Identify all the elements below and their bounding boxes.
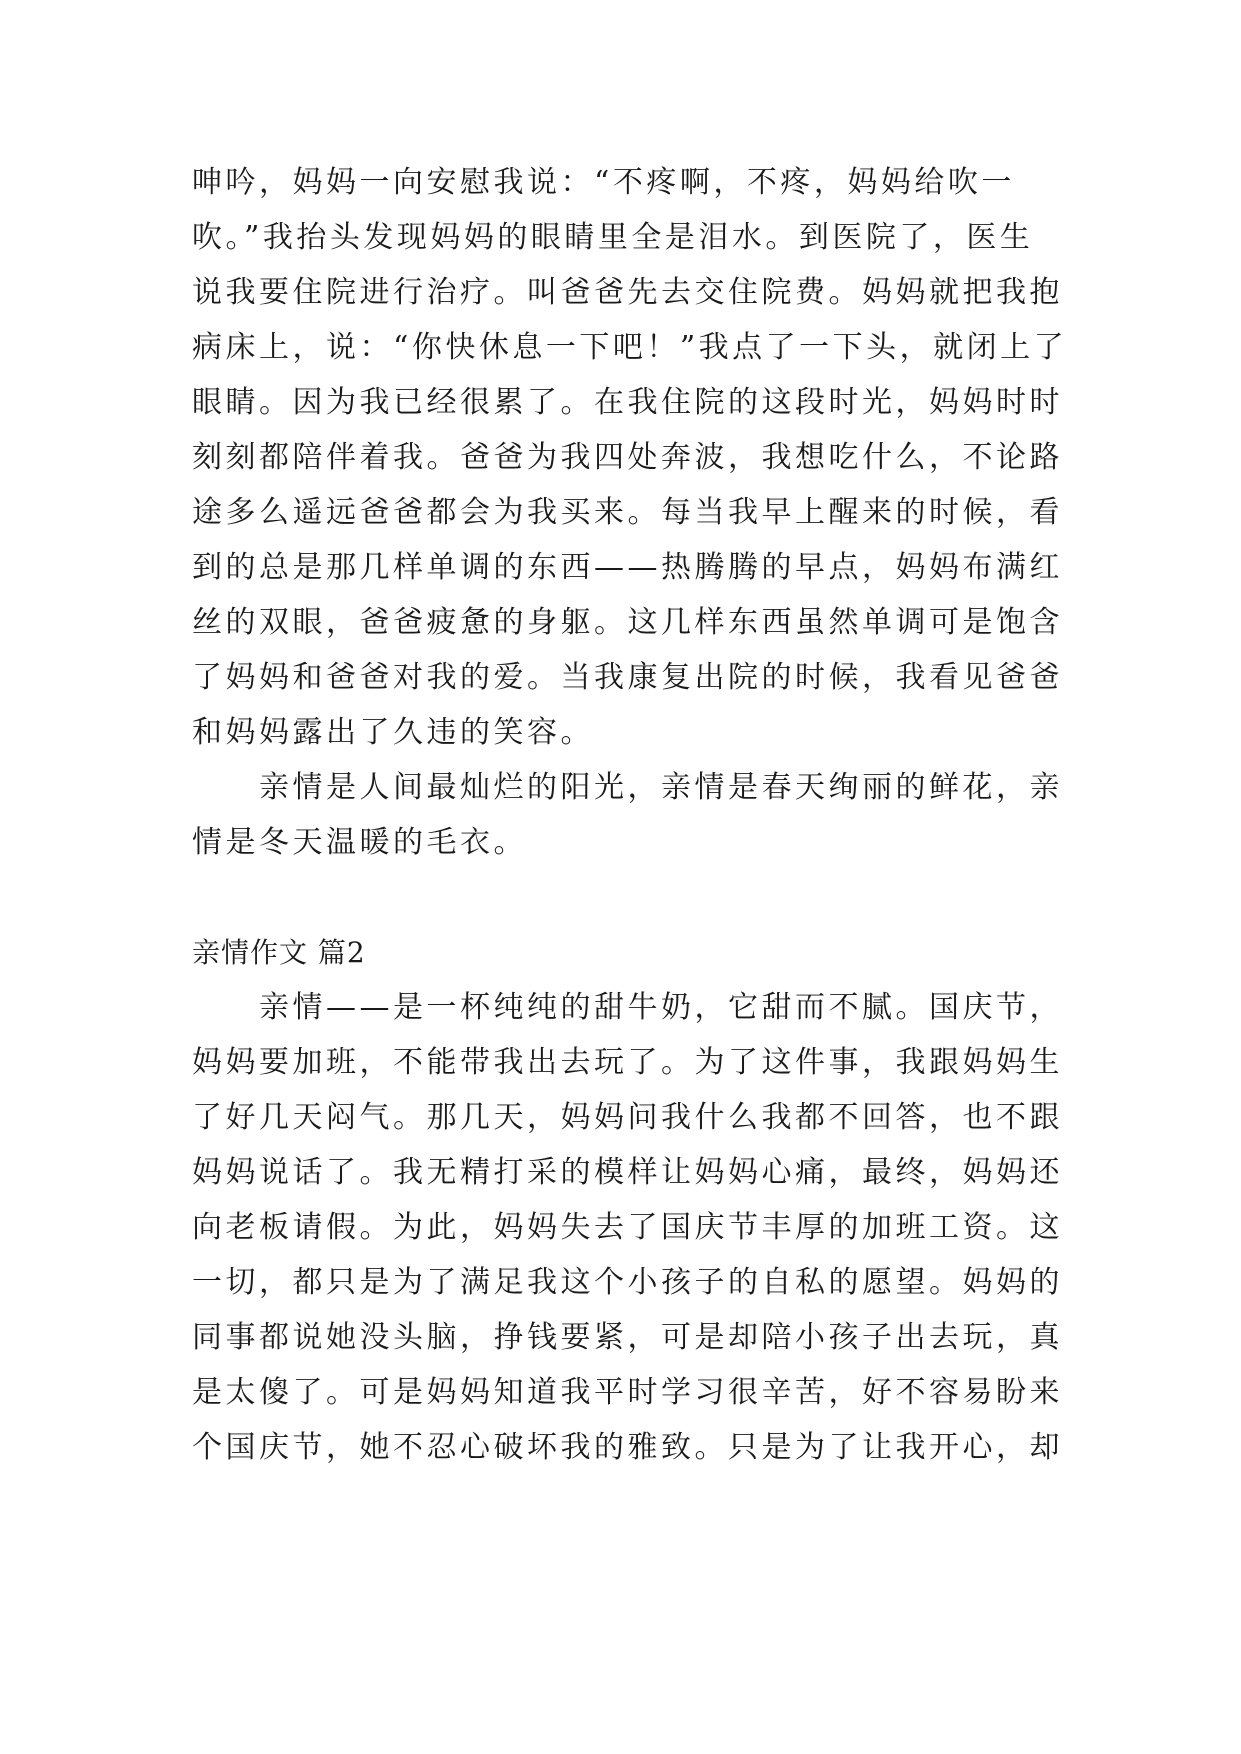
paragraph-line: 妈妈要加班，不能带我出去玩了。为了这件事，我跟妈妈生 bbox=[192, 1045, 1063, 1080]
paragraph-line: 一切，都只是为了满足我这个小孩子的自私的愿望。妈妈的 bbox=[192, 1265, 1063, 1300]
paragraph-line: 丝的双眼，爸爸疲惫的身躯。这几样东西虽然单调可是饱含 bbox=[192, 605, 1063, 640]
paragraph-line: 情是冬天温暖的毛衣。 bbox=[192, 825, 527, 860]
paragraph-line: 和妈妈露出了久违的笑容。 bbox=[192, 715, 594, 750]
paragraph-line: 妈妈说话了。我无精打采的模样让妈妈心痛，最终，妈妈还 bbox=[192, 1155, 1063, 1190]
paragraph-line: 途多么遥远爸爸都会为我买来。每当我早上醒来的时候，看 bbox=[192, 495, 1063, 530]
paragraph-line: 了妈妈和爸爸对我的爱。当我康复出院的时候，我看见爸爸 bbox=[192, 660, 1063, 695]
paragraph-line: 刻刻都陪伴着我。爸爸为我四处奔波，我想吃什么，不论路 bbox=[192, 440, 1063, 475]
paragraph-line: 同事都说她没头脑，挣钱要紧，可是却陪小孩子出去玩，真 bbox=[192, 1320, 1063, 1355]
section-heading: 亲情作文 篇2 bbox=[192, 936, 366, 969]
paragraph-line: 个国庆节，她不忍心破坏我的雅致。只是为了让我开心，却 bbox=[192, 1430, 1063, 1465]
paragraph-line: 呻吟，妈妈一向安慰我说：“不疼啊，不疼，妈妈给吹一 bbox=[192, 165, 1015, 200]
paragraph-line: 病床上，说：“你快休息一下吧！”我点了一下头，就闭上了 bbox=[192, 330, 1068, 365]
paragraph-line: 亲情——是一杯纯纯的甜牛奶，它甜而不腻。国庆节， bbox=[192, 990, 1063, 1025]
paragraph-line: 了好几天闷气。那几天，妈妈问我什么我都不回答，也不跟 bbox=[192, 1100, 1063, 1135]
paragraph-line: 是太傻了。可是妈妈知道我平时学习很辛苦，好不容易盼来 bbox=[192, 1375, 1063, 1410]
paragraph-line: 眼睛。因为我已经很累了。在我住院的这段时光，妈妈时时 bbox=[192, 385, 1063, 420]
paragraph-line: 说我要住院进行治疗。叫爸爸先去交住院费。妈妈就把我抱 bbox=[192, 275, 1063, 310]
paragraph-line: 向老板请假。为此，妈妈失去了国庆节丰厚的加班工资。这 bbox=[192, 1210, 1063, 1245]
paragraph-line: 吹。”我抬头发现妈妈的眼睛里全是泪水。到医院了，医生 bbox=[192, 220, 1034, 255]
paragraph-line: 亲情是人间最灿烂的阳光，亲情是春天绚丽的鲜花，亲 bbox=[192, 770, 1063, 805]
paragraph-line: 到的总是那几样单调的东西——热腾腾的早点，妈妈布满红 bbox=[192, 550, 1063, 585]
